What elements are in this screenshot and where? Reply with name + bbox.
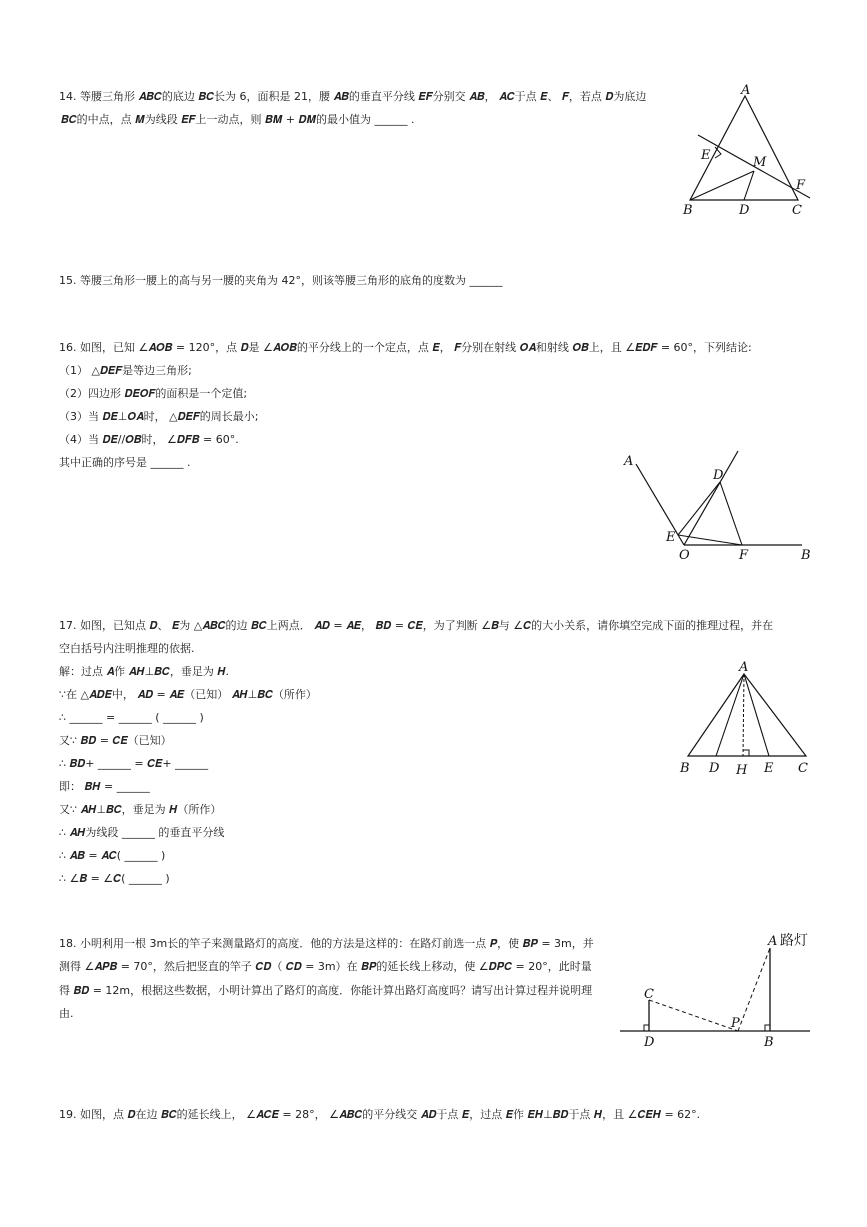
q16-label-O: O	[679, 548, 690, 563]
q14-line1: 14. 等腰三角形 𝑨𝑩𝑪的底边 𝑩𝑪长为 6，面积是 21，腰 𝑨𝑩的垂直平分线 𝑬𝑭分别交 𝑨𝑩， 𝑨𝑪于点 𝑬、 𝑭，若点 𝑫为底边	[59, 90, 647, 103]
q17-step-3: ∴ ______ = ______ ( ______ )	[59, 711, 204, 724]
q17-label-D: D	[709, 761, 720, 776]
q16-item-4: （4）当 𝑫𝑬//𝑶𝑩时， ∠𝑫𝑭𝑩 = 60°.	[59, 433, 239, 446]
q16-answer-line: 其中正确的序号是 ______ .	[59, 456, 191, 469]
q16-figure	[620, 448, 820, 563]
q17-step-4: 又∵ 𝑩𝑫 = 𝑪𝑬（已知）	[59, 734, 172, 747]
q14-label-B: B	[683, 203, 693, 218]
q14-label-M: M	[753, 155, 767, 170]
q16-label-A: A	[624, 454, 634, 469]
q18-label-P: P	[731, 1016, 740, 1031]
q17-label-C: C	[798, 761, 808, 776]
q18-figure	[618, 928, 814, 1050]
q18-line2: 测得 ∠𝑨𝑷𝑩 = 70°，然后把竖直的竿子 𝑪𝑫（ 𝑪𝑫 = 3m）在 𝑩𝑷的延长线上移动，使 ∠𝑫𝑷𝑪 = 20°，此时量	[59, 960, 592, 973]
q14-figure	[680, 82, 820, 222]
q17-label-B: B	[680, 761, 690, 776]
q17-figure	[676, 656, 816, 776]
q16-item-1: （1） △𝑫𝑬𝑭是等边三角形;	[59, 364, 192, 377]
q16-item-3: （3）当 𝑫𝑬⊥𝑶𝑨时， △𝑫𝑬𝑭的周长最小;	[59, 410, 259, 423]
q17-label-H: H	[736, 763, 748, 778]
q14-label-F: F	[796, 178, 806, 193]
q18-label-D: D	[644, 1035, 655, 1050]
q14-label-D: D	[739, 203, 750, 218]
q17-step-9: ∴ 𝑨𝑩 = 𝑨𝑪( ______ )	[59, 849, 166, 862]
q18-label-lamp: 路灯	[780, 933, 808, 949]
q14-label-E: E	[701, 148, 711, 163]
q18-line4: 由.	[59, 1007, 74, 1020]
q17-label-E: E	[764, 761, 774, 776]
q17-step-2: ∵在 △𝑨𝑫𝑬中， 𝑨𝑫 = 𝑨𝑬（已知） 𝑨𝑯⊥𝑩𝑪（所作）	[59, 688, 317, 701]
q17-label-A: A	[739, 660, 749, 675]
q17-step-10: ∴ ∠𝑩 = ∠𝑪( ______ )	[59, 872, 170, 885]
q18-line3: 得 𝑩𝑫 = 12m，根据这些数据，小明计算出了路灯的高度．你能计算出路灯高度吗？请写出计算过程并说明理	[59, 984, 593, 997]
q16-item-2: （2）四边形 𝑫𝑬𝑶𝑭的面积是一个定值;	[59, 387, 248, 400]
q18-line1: 18. 小明利用一根 3m长的竿子来测量路灯的高度．他的方法是这样的：在路灯前选一点 𝑷，使 𝑩𝑷 = 3m，并	[59, 937, 594, 950]
q17-step-6: 即： 𝑩𝑯 = ______	[59, 780, 150, 793]
q16-label-E: E	[666, 530, 676, 545]
q14-label-C: C	[792, 203, 802, 218]
q16-label-F: F	[739, 548, 749, 563]
q17-line2: 空白括号内注明推理的依据.	[59, 642, 195, 655]
q18-label-A: A	[768, 934, 778, 949]
q18-label-C: C	[644, 987, 654, 1002]
q16-line1: 16. 如图，已知 ∠𝑨𝑶𝑩 = 120°，点 𝑫是 ∠𝑨𝑶𝑩的平分线上的一个定点，点 𝑬， 𝑭分别在射线 𝑶𝑨和射线 𝑶𝑩上，且 ∠𝑬𝑫𝑭 = 60°，下列结论:	[59, 341, 752, 354]
q17-line1: 17. 如图，已知点 𝑫、 𝑬为 △𝑨𝑩𝑪的边 𝑩𝑪上两点． 𝑨𝑫 = 𝑨𝑬， 𝑩𝑫 = 𝑪𝑬，为了判断 ∠𝑩与 ∠𝑪的大小关系，请你填空完成下面的推理过程，并在	[59, 619, 774, 632]
q15-line1: 15. 等腰三角形一腰上的高与另一腰的夹角为 42°，则该等腰三角形的底角的度数为 ______	[59, 274, 503, 287]
q19-line1: 19. 如图，点 𝑫在边 𝑩𝑪的延长线上， ∠𝑨𝑪𝑬 = 28°， ∠𝑨𝑩𝑪的平分线交 𝑨𝑫于点 𝑬，过点 𝑬作 𝑬𝑯⊥𝑩𝑫于点 𝑯，且 ∠𝑪𝑬𝑯 = 62°.	[59, 1108, 701, 1121]
q17-step-8: ∴ 𝑨𝑯为线段 ______ 的垂直平分线	[59, 826, 225, 839]
q16-label-B: B	[801, 548, 811, 563]
q14-label-A: A	[741, 83, 751, 98]
q16-label-D: D	[713, 468, 724, 483]
q14-line2: 𝑩𝑪的中点，点 𝑴为线段 𝑬𝑭上一动点，则 𝑩𝑴 + 𝑫𝑴的最小值为 ______ .	[61, 113, 415, 126]
q17-step-1: 解：过点 𝑨作 𝑨𝑯⊥𝑩𝑪，垂足为 𝑯.	[59, 665, 230, 678]
q18-label-B: B	[764, 1035, 774, 1050]
q17-step-7: 又∵ 𝑨𝑯⊥𝑩𝑪，垂足为 𝑯（所作）	[59, 803, 222, 816]
q17-step-5: ∴ 𝑩𝑫+ ______ = 𝑪𝑬+ ______	[59, 757, 209, 770]
